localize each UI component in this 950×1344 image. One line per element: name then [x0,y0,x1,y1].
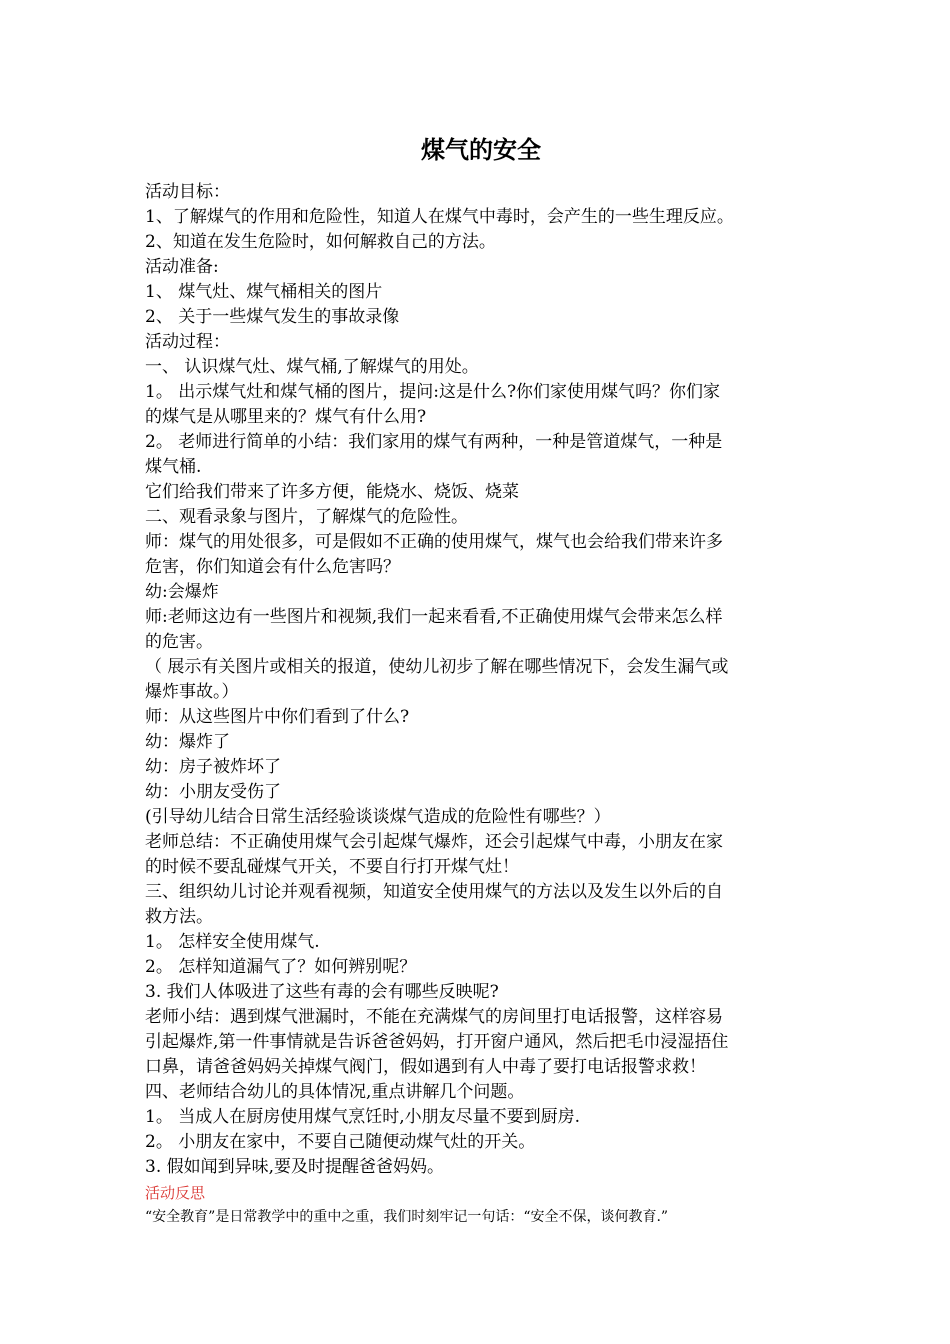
reflection-text: “安全教育”是日常教学中的重中之重，我们时刻牢记一句话：“安全不保，谈何教育.” [145,1209,669,1225]
body-line: 老师总结：不正确使用煤气会引起煤气爆炸，还会引起煤气中毒，小朋友在家 [145,832,723,852]
body-line: 2、知道在发生危险时，如何解救自己的方法。 [145,232,496,252]
body-line: 2。 老师进行简单的小结：我们家用的煤气有两种，一种是管道煤气，一种是 [145,432,723,452]
body-line: 煤气桶. [145,457,202,477]
body-line: (引导幼儿结合日常生活经验谈谈煤气造成的危险性有哪些？） [145,807,611,827]
body-line: 四、老师结合幼儿的具体情况,重点讲解几个问题。 [145,1082,525,1102]
body-line: 师：从这些图片中你们看到了什么? [145,707,410,727]
body-line: 一、 认识煤气灶、煤气桶,了解煤气的用处。 [145,357,479,377]
body-line: 幼：爆炸了 [145,732,230,752]
body-line: 爆炸事故。） [145,682,239,702]
body-line: 它们给我们带来了许多方便，能烧水、烧饭、烧菜 [145,482,519,502]
body-line: 1。 出示煤气灶和煤气桶的图片，提问:这是什么?你们家使用煤气吗？你们家 [145,382,721,402]
body-line: 危害，你们知道会有什么危害吗？ [145,557,400,577]
document-page [145,132,815,1229]
body-line: 引起爆炸,第一件事情就是告诉爸爸妈妈，打开窗户通风，然后把毛巾浸湿捂住 [145,1032,729,1052]
body-line: 3. 假如闻到异味,要及时提醒爸爸妈妈。 [145,1157,445,1177]
body-line: 的煤气是从哪里来的？煤气有什么用? [145,407,427,427]
body-line: 1。 当成人在厨房使用煤气烹饪时,小朋友尽量不要到厨房. [145,1107,581,1127]
body-line: 三、组织幼儿讨论并观看视频，知道安全使用煤气的方法以及发生以外后的自 [145,882,723,902]
body-line: 活动目标： [145,182,230,202]
body-line: 师:老师这边有一些图片和视频,我们一起来看看,不正确使用煤气会带来怎么样 [145,607,723,627]
body-line: 1、了解煤气的作用和危险性，知道人在煤气中毒时，会产生的一些生理反应。 [145,207,734,227]
body-line: 3. 我们人体吸进了这些有毒的会有哪些反映呢? [145,982,499,1002]
body-line: 2、 关于一些煤气发生的事故录像 [145,307,400,327]
reflection-heading: 活动反思 [145,1184,206,1202]
body-line: 幼：小朋友受伤了 [145,782,281,802]
body-line: （ 展示有关图片或相关的报道，使幼儿初步了解在哪些情况下，会发生漏气或 [145,657,729,677]
body-line: 幼：房子被炸坏了 [145,757,281,777]
body-line: 1。 怎样安全使用煤气. [145,932,320,952]
body-line: 师：煤气的用处很多，可是假如不正确的使用煤气，煤气也会给我们带来许多 [145,532,723,552]
body-line: 救方法。 [145,907,213,927]
body-line: 的危害。 [145,632,213,652]
body-line: 的时候不要乱碰煤气开关，不要自行打开煤气灶！ [145,857,519,877]
body-line: 活动准备: [145,257,219,277]
body-line: 2。 小朋友在家中，不要自己随便动煤气灶的开关。 [145,1132,536,1152]
body-line: 2。 怎样知道漏气了？如何辨别呢？ [145,957,417,977]
body-line: 幼:会爆炸 [145,582,219,602]
body-line: 老师小结：遇到煤气泄漏时，不能在充满煤气的房间里打电话报警，这样容易 [145,1007,723,1027]
body-line: 口鼻，请爸爸妈妈关掉煤气阀门，假如遇到有人中毒了要打电话报警求救！ [145,1057,706,1077]
document-body [145,180,815,1180]
body-line: 活动过程： [145,332,230,352]
body-line: 1、 煤气灶、煤气桶相关的图片 [145,282,383,302]
body-line: 二、观看录象与图片，了解煤气的危险性。 [145,507,468,527]
document-title: 煤气的安全 [421,136,541,164]
